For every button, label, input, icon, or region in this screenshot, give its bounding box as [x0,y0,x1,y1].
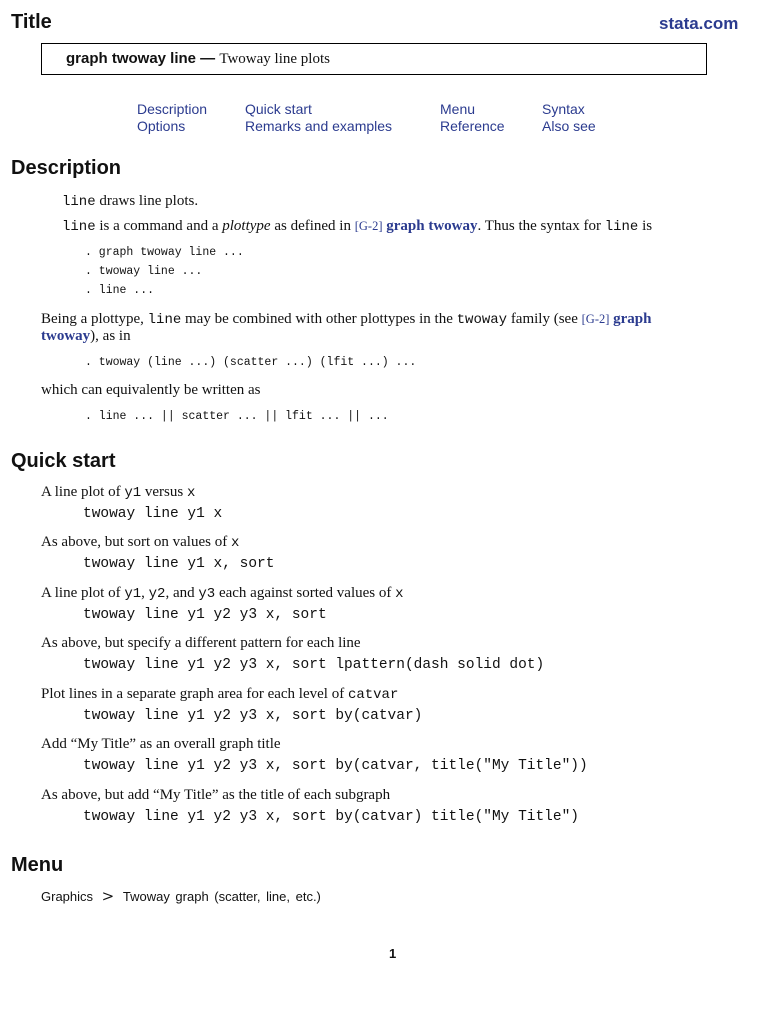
quick-start-command: twoway line y1 y2 y3 x, sort lpattern(dash solid dot) [83,657,545,673]
nav-syntax[interactable]: Syntax [542,101,585,117]
graph-twoway-link[interactable]: twoway [41,328,91,344]
code-example: . twoway (line ...) (scatter ...) (lfit ...) ... [85,356,417,369]
description-paragraph-4: which can equivalently be written as [41,382,261,398]
nav-menu[interactable]: Menu [440,101,476,117]
quick-start-item-text: As above, but add “My Title” as the title of each subgraph [41,787,391,803]
nav-remarks[interactable]: Remarks and examples [245,118,393,134]
quick-start-heading: Quick start [11,450,116,472]
code-example: . line ... [85,284,155,297]
description-paragraph-3: Being a plottype, line may be combined with other plottypes in the twoway family (see [G-2] graph [41,311,652,328]
menu-path-graphics: Graphics [41,889,94,904]
description-paragraph-1: line draws line plots. [62,193,199,210]
section-title: Title [11,11,52,33]
ref-g2-link[interactable]: [G-2] [354,219,383,233]
quick-start-item-text: Plot lines in a separate graph area for each level of catvar [41,686,399,703]
command-title-box [41,43,707,75]
nav-quick-start[interactable]: Quick start [245,101,312,117]
page-number: 1 [389,946,397,961]
nav-options[interactable]: Options [137,118,186,134]
graph-twoway-link[interactable]: graph [613,311,652,327]
quick-start-command: twoway line y1 x, sort [83,556,275,572]
code-example: . graph twoway line ... [85,246,244,259]
site-link[interactable]: stata.com [659,14,739,33]
quick-start-command: twoway line y1 x [83,506,223,522]
description-heading: Description [11,157,122,179]
nav-reference[interactable]: Reference [440,118,505,134]
quick-start-item-text: As above, but sort on values of x [41,534,240,551]
code-example: . twoway line ... [85,265,203,278]
nav-also-see[interactable]: Also see [542,118,596,134]
nav-description[interactable]: Description [137,101,208,117]
quick-start-item-text: Add “My Title” as an overall graph title [41,736,281,752]
description-paragraph-2: line is a command and a plottype as defined in [G-2] graph twoway. Thus the syntax for line is [62,218,653,235]
graph-twoway-link[interactable]: graph twoway [386,218,478,234]
ref-g2-link[interactable]: [G-2] [581,312,610,326]
quick-start-item-text: A line plot of y1, y2, and y3 each against sorted values of x [41,585,404,602]
quick-start-command: twoway line y1 y2 y3 x, sort by(catvar) [83,708,423,724]
quick-start-item-text: A line plot of y1 versus x [41,484,196,501]
quick-start-command: twoway line y1 y2 y3 x, sort [83,607,327,623]
description-paragraph-3-cont: twoway), as in [41,328,131,344]
menu-separator: > [101,887,115,905]
quick-start-command: twoway line y1 y2 y3 x, sort by(catvar, title("My Title")) [83,758,588,774]
menu-path [41,887,321,905]
command-description: Twoway line plots [219,51,330,67]
quick-start-command: twoway line y1 y2 y3 x, sort by(catvar) title("My Title") [83,809,579,825]
quick-start-item-text: As above, but specify a different pattern for each line [41,635,361,651]
menu-path-twoway: Twoway graph (scatter, line, etc.) [122,889,321,904]
menu-heading: Menu [11,854,64,876]
command-name: graph twoway line — [66,50,216,67]
code-example: . line ... || scatter ... || lfit ... || ... [85,410,389,423]
